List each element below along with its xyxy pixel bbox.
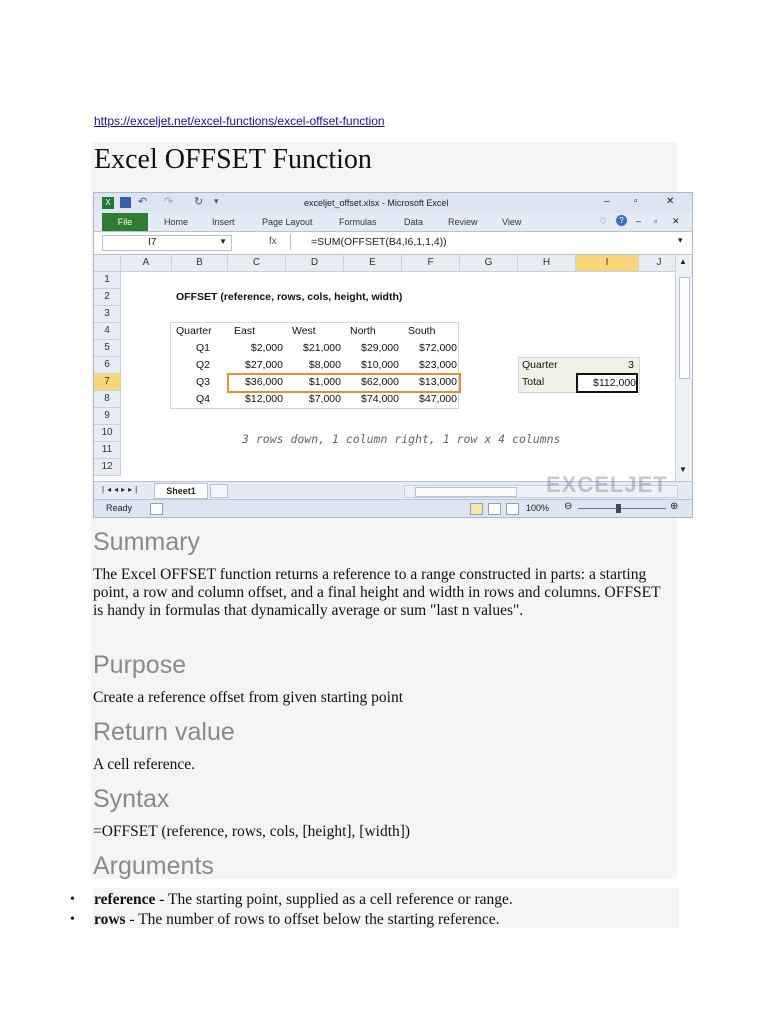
quick-access-toolbar [94,193,692,213]
tab-review[interactable]: Review [448,217,478,227]
undo-icon[interactable]: ↶ [138,196,148,208]
row-header-4[interactable]: 4 [94,323,121,340]
refresh-icon[interactable]: ↻ [194,196,204,208]
col-header-j[interactable]: J [639,255,680,272]
tab-formulas[interactable]: Formulas [339,217,377,227]
page-title: Excel OFFSET Function [94,144,372,175]
quarter-label[interactable]: Quarter [522,359,558,371]
vertical-scrollbar[interactable] [675,255,692,481]
sheet-heading[interactable]: OFFSET (reference, rows, cols, height, width) [176,291,403,303]
row-header-2[interactable]: 2 [94,289,121,306]
list-item [70,910,670,929]
worksheet-grid[interactable] [94,255,692,481]
sheet-nav-icon[interactable]: |◂◂▸▸| [102,485,141,494]
return-value-text: A cell reference. [93,756,195,773]
zoom-out-icon[interactable]: ⊖ [564,501,573,512]
scroll-up-icon[interactable]: ▲ [679,257,687,266]
row-header-11[interactable]: 11 [94,442,121,459]
macro-record-icon[interactable] [150,503,163,515]
col-header-a[interactable]: A [121,255,172,272]
list-item [70,890,670,909]
table-cell[interactable]: $74,000 [361,393,399,405]
formula-input[interactable]: =SUM(OFFSET(B4,I6,1,1,4)) [290,234,677,250]
row-header-8[interactable]: 8 [94,391,121,408]
row-header-5[interactable]: 5 [94,340,121,357]
row-header-12[interactable]: 12 [94,459,121,476]
scroll-down-icon[interactable]: ▼ [679,465,687,474]
tab-home[interactable]: Home [164,217,189,227]
sheet-tab-sheet1[interactable]: Sheet1 [154,483,208,499]
row-header-9[interactable]: 9 [94,408,121,425]
table-header[interactable]: West [292,325,316,337]
row-header-3[interactable]: 3 [94,306,121,323]
tab-insert[interactable]: Insert [212,217,235,227]
table-cell[interactable]: $8,000 [308,359,341,371]
expand-formula-icon[interactable]: ▾ [678,235,683,245]
table-cell[interactable]: Q3 [195,376,210,388]
help-icon[interactable]: ? [616,215,627,226]
row-header-6[interactable]: 6 [94,357,121,374]
exceljet-watermark: EXCELJET [546,472,668,497]
table-header[interactable]: Quarter [176,325,212,337]
table-cell[interactable]: $36,000 [245,376,283,388]
col-header-c[interactable]: C [228,255,286,272]
tab-data[interactable]: Data [404,217,424,227]
tab-page-layout[interactable]: Page Layout [262,217,313,227]
minimize-icon[interactable]: – [604,196,610,207]
name-box[interactable]: I7 ▼ [102,235,232,251]
redo-icon[interactable]: ↷ [164,196,174,208]
arguments-heading: Arguments [93,852,214,880]
col-header-b[interactable]: B [172,255,228,272]
page-break-view-icon[interactable] [506,503,519,515]
argument-name: reference [94,891,156,908]
table-cell[interactable]: $23,000 [419,359,457,371]
h-scroll-thumb[interactable] [415,487,517,497]
total-value[interactable]: $112,000 [576,373,638,393]
table-cell[interactable]: $1,000 [308,376,341,388]
formula-bar [94,231,692,255]
bullet-icon: • [70,912,75,927]
zoom-level[interactable]: 100% [526,503,550,513]
quarter-value[interactable]: 3 [628,359,634,371]
table-header[interactable]: South [408,325,436,337]
ribbon-min-icon[interactable]: – [636,216,642,226]
status-bar [94,499,692,518]
summary-heading: Summary [93,528,200,556]
table-cell[interactable]: Q1 [195,342,210,354]
select-all[interactable] [94,255,121,272]
table-cell[interactable]: $62,000 [361,376,399,388]
chevron-down-icon[interactable]: ▼ [219,237,227,246]
annotation-note: 3 rows down, 1 column right, 1 row x 4 columns [242,432,561,446]
ribbon-restore-icon[interactable]: ▫ [654,216,658,226]
ribbon-collapse-icon[interactable]: ♡ [599,216,608,226]
new-sheet-icon[interactable] [210,484,228,498]
table-cell[interactable]: $21,000 [303,342,341,354]
table-cell[interactable]: $47,000 [419,393,457,405]
table-cell[interactable]: $7,000 [308,393,341,405]
table-cell[interactable]: $27,000 [245,359,283,371]
source-link[interactable]: https://exceljet.net/excel-functions/excel-offset-function [94,114,385,128]
insert-function-icon[interactable]: fx [269,236,277,247]
tab-file[interactable]: File [102,213,148,231]
row-header-1[interactable]: 1 [94,272,121,289]
excel-logo-icon: X [102,197,114,209]
zoom-slider[interactable] [578,508,666,509]
save-icon[interactable] [120,197,131,208]
total-label[interactable]: Total [522,376,545,388]
table-cell[interactable]: $72,000 [419,342,457,354]
zoom-in-icon[interactable]: ⊕ [670,501,679,512]
purpose-text: Create a reference offset from given starting point [93,689,404,706]
table-cell[interactable]: $2,000 [250,342,283,354]
col-header-h[interactable]: H [518,255,576,272]
table-header[interactable]: North [350,325,376,337]
page-layout-view-icon[interactable] [488,503,501,515]
syntax-text: =OFFSET (reference, rows, cols, [height], [width]) [93,823,411,840]
table-cell[interactable]: $12,000 [245,393,283,405]
argument-name: rows [94,911,126,928]
purpose-heading: Purpose [93,651,187,679]
col-header-f[interactable]: F [402,255,460,272]
excel-screenshot [93,192,693,518]
summary-text: The Excel OFFSET function returns a reference to a range constructed in parts: a starting point, a row and column offset, and a final height and width in rows and columns. OFFSET is handy in formulas that dynamically average or sum "last n values". [93,566,661,619]
row-header-7[interactable]: 7 [94,374,121,391]
return-value-heading: Return value [93,718,235,746]
bullet-icon: • [70,892,75,907]
col-header-g[interactable]: G [460,255,518,272]
table-cell[interactable]: Q4 [195,393,210,405]
argument-desc: - The number of rows to offset below the starting reference. [125,911,500,928]
table-header[interactable]: East [234,325,256,337]
scroll-thumb[interactable] [679,277,690,379]
syntax-heading: Syntax [93,785,170,813]
tab-view[interactable]: View [502,217,522,227]
normal-view-icon[interactable] [470,503,483,515]
col-header-d[interactable]: D [286,255,344,272]
status-ready: Ready [106,503,133,513]
zoom-slider-thumb[interactable] [616,504,621,513]
ribbon-close-icon[interactable]: ✕ [672,216,680,226]
restore-icon[interactable]: ▫ [634,196,638,207]
window-title: exceljet_offset.xlsx - Microsoft Excel [304,198,449,208]
col-header-e[interactable]: E [344,255,402,272]
table-cell[interactable]: $29,000 [361,342,399,354]
ribbon-tabs [94,213,692,231]
table-cell[interactable]: $10,000 [361,359,399,371]
close-icon[interactable]: ✕ [666,196,675,207]
customize-icon[interactable]: ▾ [214,196,219,206]
argument-desc: - The starting point, supplied as a cell reference or range. [155,891,513,908]
col-header-i[interactable]: I [576,255,639,272]
table-cell[interactable]: $13,000 [419,376,457,388]
table-cell[interactable]: Q2 [195,359,210,371]
row-header-10[interactable]: 10 [94,425,121,442]
